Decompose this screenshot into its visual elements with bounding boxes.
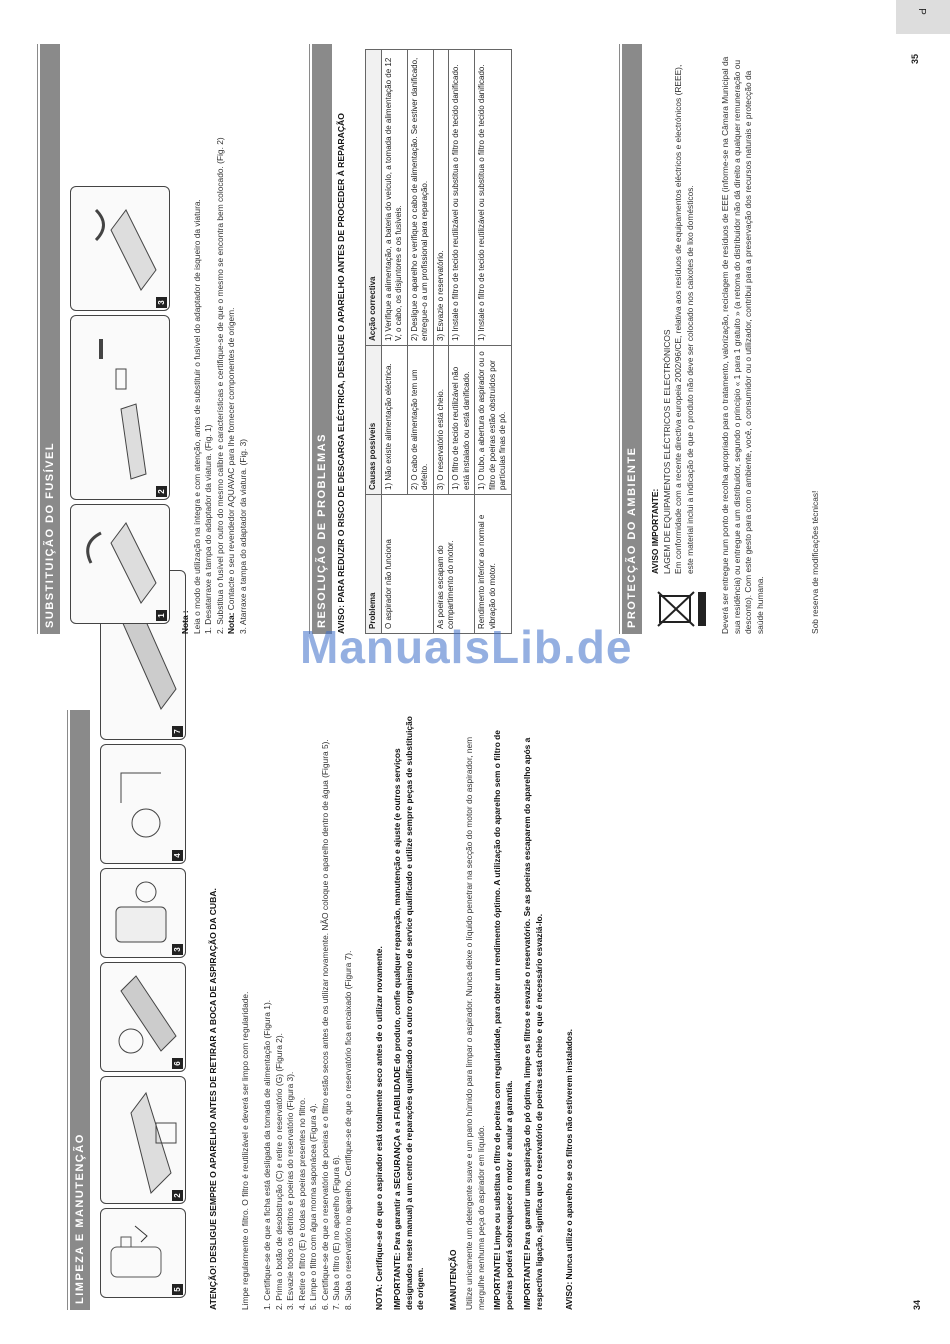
maintenance-important-1: IMPORTANTE! Limpe ou substitua o filtro de poeiras com regularidade, para obter um rendimento óptimo. A utilização do aparelho sem o filtro de poeiras poderá sobreaquecer o motor e anular a garantia. bbox=[492, 730, 514, 1310]
figure-number: 5 bbox=[172, 1284, 183, 1295]
table-cell: 1) Instale o filtro de tecido reutilizável ou substitua o filtro de tecido danificado. bbox=[475, 50, 512, 346]
maintenance-text: Utilize unicamente um detergente suave e um pano húmido para limpar o aspirador. Nunca deixe o líquido penetrar na secção do motor do aspirador, nem mergulhe nenhuma peça do aspirador em líquido. bbox=[464, 736, 486, 1310]
col-header-problem: Problema bbox=[366, 495, 382, 634]
cleaning-intro: Limpe regularmente o filtro. O filtro é reutilizável e deverá ser limpo com regularidade. bbox=[240, 991, 250, 1310]
cleaning-step: 6. Certifique-se de que o reservatório de poeiras e o filtro estão secos antes de os utilizar novamente. NÃO coloque o aparelho dentro de água (Figura 5). bbox=[319, 739, 330, 1310]
cleaning-note: NOTA: Certifique-se de que o aspirador está totalmente seco antes de o utilizar novamente. bbox=[374, 946, 384, 1310]
footer-note: Sob reserva de modificações técnicas! bbox=[810, 490, 820, 634]
cleaning-step: 8. Suba o reservatório no aparelho. Certifique-se de que o reservatório fica encaixado (Figura 7). bbox=[342, 950, 353, 1310]
table-cell: 1) Instale o filtro de tecido reutilizável ou substitua o filtro de tecido danificado. bbox=[449, 50, 475, 346]
page-number-left: 34 bbox=[912, 1299, 922, 1310]
environment-notice-title: AVISO IMPORTANTE: bbox=[650, 488, 660, 574]
fuse-figure-3 bbox=[70, 186, 170, 311]
fuse-figure-1-illustration bbox=[71, 503, 171, 623]
table-row bbox=[475, 50, 512, 634]
fuse-figure-3-illustration bbox=[71, 185, 171, 310]
fuse-note2-label: Nota: bbox=[226, 612, 236, 634]
table-header-row bbox=[366, 50, 382, 634]
fuse-instructions bbox=[180, 54, 249, 634]
figure-number: 6 bbox=[172, 1058, 183, 1069]
troubleshooting-heading: RESOLUÇÃO DE PROBLEMAS bbox=[312, 44, 332, 634]
maintenance-warning: AVISO: Nunca utilize o aparelho se os filtros não estiverem instalados. bbox=[564, 1029, 574, 1310]
table-cell: 2) Desligue o aparelho e verifique o cabo de alimentação. Se estiver danificado, entregue-o a um profissional para reparação. bbox=[407, 50, 433, 346]
figure-6 bbox=[100, 962, 186, 1072]
figure-4 bbox=[100, 744, 186, 864]
table-row bbox=[433, 50, 449, 634]
troubleshooting-table bbox=[365, 49, 512, 634]
fuse-figure-1 bbox=[70, 504, 170, 624]
table-row bbox=[381, 50, 407, 634]
fuse-step: 2. Substitua o fusível por outro do mesmo calibre e características e certifique-se de que o mesmo se encontra bem colocado. (Fig. 2) bbox=[214, 137, 225, 634]
cleaning-figures bbox=[100, 570, 186, 1298]
table-cell: Rendimento inferior ao normal e vibração do motor. bbox=[475, 495, 512, 634]
col-header-action: Acção correctiva bbox=[366, 50, 382, 346]
figure-number: 1 bbox=[156, 610, 167, 621]
table-cell: 1) Não existe alimentação eléctrica. bbox=[381, 346, 407, 495]
cleaning-heading: LIMPEZA E MANUTENÇÃO bbox=[70, 710, 90, 1310]
cleaning-steps bbox=[262, 710, 354, 1310]
figure-6-illustration bbox=[101, 961, 187, 1071]
fuse-note2-text: Contacte o seu revendedor AQUAVAC para lhe fornecer componentes de origem. bbox=[226, 307, 236, 611]
figure-2-illustration bbox=[101, 1075, 187, 1203]
figure-2 bbox=[100, 1076, 186, 1204]
maintenance-title: MANUTENÇÃO bbox=[448, 1249, 458, 1310]
fuse-note-label: Nota : bbox=[180, 610, 190, 634]
cleaning-important: IMPORTANTE: Para garantir a SEGURANÇA e a FIABILIDADE do produto, confie qualquer reparação, manutenção e ajuste (e outros serviços designados neste manual) a um centro de reparações qualificado ou a outro organismo de service qualificado e utilize sempre peças de substituição de origem. bbox=[392, 716, 425, 1310]
environment-notice-subtitle: LAGEM DE EQUIPAMENTOS ELÉCTRICOS E ELECTRÓNICOS bbox=[661, 329, 672, 574]
cleaning-step: 7. Suba o filtro (E) no aparelho (Figura 6). bbox=[331, 1154, 341, 1310]
table-cell: 1) O filtro de tecido reutilizável não está instalado ou está danificado. bbox=[449, 346, 475, 495]
environment-notice bbox=[650, 54, 696, 574]
fuse-figure-2 bbox=[70, 315, 170, 500]
fuse-step: 3. Atarraxe a tampa do adaptador da viatura. (Fig. 3) bbox=[237, 438, 248, 634]
figure-number: 3 bbox=[156, 297, 167, 308]
environment-heading: PROTECÇÃO DO AMBIENTE bbox=[622, 44, 642, 634]
page-tab: P bbox=[896, 0, 950, 34]
figure-number: 2 bbox=[172, 1190, 183, 1201]
page-number-right: 35 bbox=[910, 53, 920, 64]
table-cell: 3) O reservatório está cheio. bbox=[433, 346, 449, 495]
figure-number: 7 bbox=[172, 726, 183, 737]
cleaning-step: 3. Esvazie todos os detritos e poeiras do reservatório (Figura 3). bbox=[285, 1071, 295, 1310]
environment-notice-text: Em conformidade com a recente directiva europeia 2002/96/CE, relativa aos resíduos de equipamentos eléctricos e electrónicos (REEE), este material inclui a indicação de que o produto não deve ser colocado nos caixotes de lixo domésticos. bbox=[673, 64, 695, 574]
environment-disposal-text: Deverá ser entregue num ponto de recolha apropriado para o tratamento, valorização, reciclagem de resíduos de EEE (informe-se na Câmara Municipal da sua residência) ou entregue a um distribuidor, segundo o princípio « 1 para 1 gratuito » (a retoma do distribuidor não dá direito a qualquer remuneração ou desconto). Com este gesto para com o ambiente, você, o consumidor ou o utilizador, contribui para a preservação dos recursos naturais e protecção da saúde humana. bbox=[720, 56, 765, 634]
maintenance-important-2: IMPORTANTE! Para garantir uma aspiração do pó óptima, limpe os filtros e esvazie o reservatório. Se as poeiras escaparem do aparelho após a respectiva ligação, significa que o reservatório de poeiras está cheio e que é necessário esvaziá-lo. bbox=[522, 737, 544, 1310]
cleaning-warning: ATENÇÃO! DESLIGUE SEMPRE O APARELHO ANTES DE RETIRAR A BOCA DE ASPIRAÇÃO DA CUBA. bbox=[208, 888, 218, 1310]
figure-number: 4 bbox=[172, 850, 183, 861]
watermark: ManualsLib.de bbox=[300, 621, 633, 673]
figure-3 bbox=[100, 868, 186, 958]
table-cell: 1) Verifique a alimentação, a bateria do veículo, a tomada de alimentação de 12 V, o cabo, os disjuntores e os fusíveis. bbox=[381, 50, 407, 346]
fuse-note-text: Leia o modo de utilização na íntegra e com atenção, antes de substituir o fusível do adaptador de isqueiro da viatura. bbox=[191, 199, 202, 634]
figure-4-illustration bbox=[101, 743, 187, 863]
table-cell: 2) O cabo de alimentação tem um defeito. bbox=[407, 346, 433, 495]
table-cell: 1) O tubo, a abertura do aspirador ou o filtro de poeiras estão obstruídos por partículas finas de pó. bbox=[475, 346, 512, 495]
col-header-causes: Causas possíveis bbox=[366, 346, 382, 495]
weee-bin-icon bbox=[650, 584, 710, 632]
figure-number: 2 bbox=[156, 486, 167, 497]
table-cell: O aspirador não funciona bbox=[381, 495, 433, 634]
fuse-step: 1. Desatarraxe a tampa do adaptador da viatura. (Fig. 1) bbox=[203, 424, 213, 634]
cleaning-step: 5. Limpe o filtro com água morna saponácea (Figura 4). bbox=[308, 1103, 318, 1310]
fuse-figure-2-illustration bbox=[71, 314, 171, 499]
table-cell: As poeiras escapam do compartimento do motor. bbox=[433, 495, 475, 634]
table-cell: 3) Esvazie o reservatório. bbox=[433, 50, 449, 346]
cleaning-step: 2. Prima o botão de desobstrução (C) e retire o reservatório (G) (Figura 2). bbox=[273, 1033, 284, 1310]
figure-number: 3 bbox=[172, 944, 183, 955]
cleaning-step: 1. Certifique-se de que a ficha está desligada da tomada de alimentação (Figura 1). bbox=[262, 999, 272, 1310]
troubleshooting-warning: AVISO: PARA REDUZIR O RISCO DE DESCARGA ELÉCTRICA, DESLIGUE O APARELHO ANTES DE PROCEDER À REPARAÇÃO bbox=[336, 113, 346, 634]
fuse-heading: SUBSTITUIÇÃO DO FUSÍVEL bbox=[40, 44, 60, 634]
cleaning-step: 4. Retire o filtro (E) e todas as poeiras presentes no filtro. bbox=[296, 1097, 307, 1310]
figure-5 bbox=[100, 1208, 186, 1298]
fuse-figures bbox=[70, 186, 170, 624]
